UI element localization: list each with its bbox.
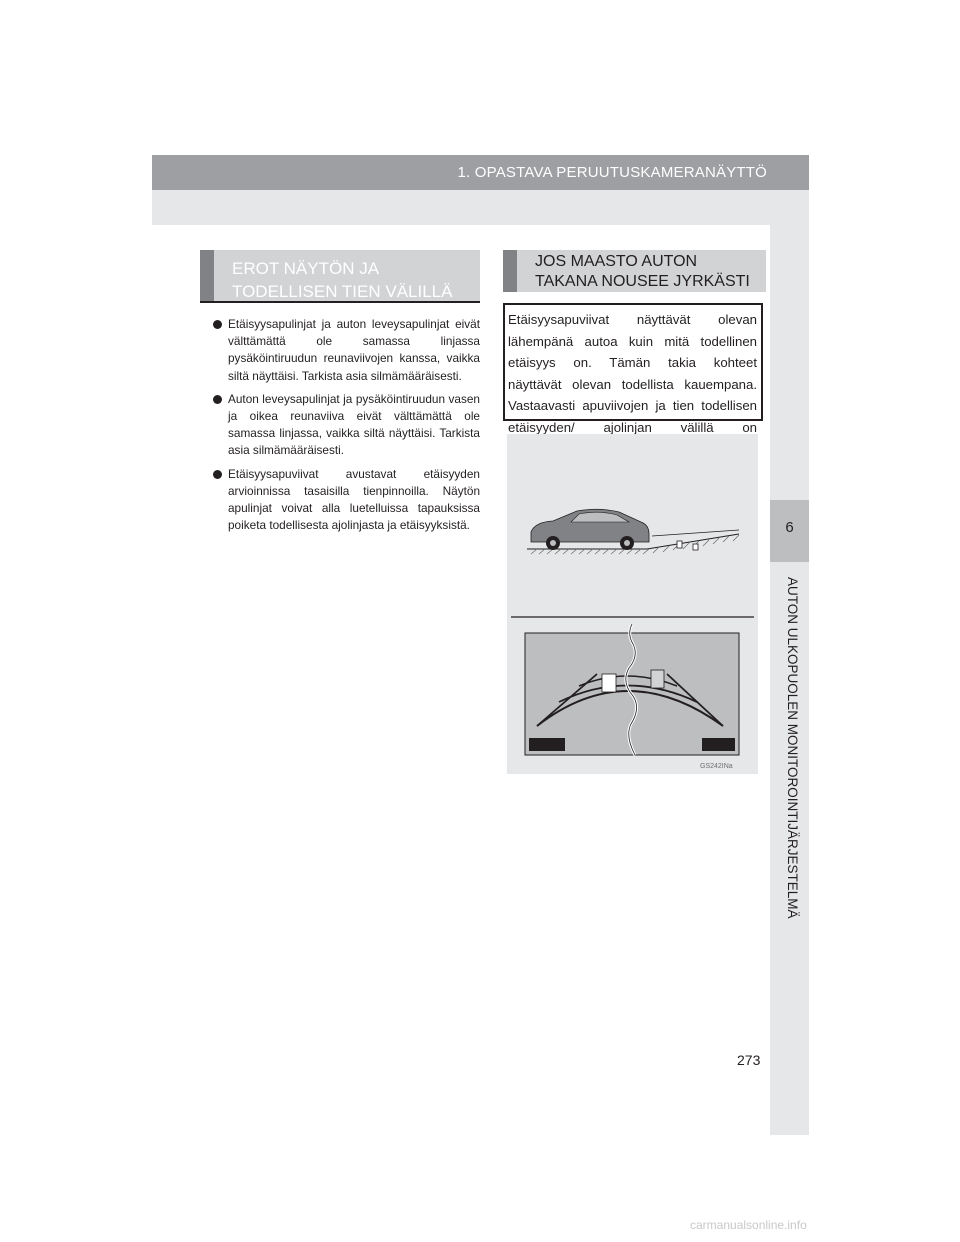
car-on-slope-drawing <box>527 509 739 554</box>
running-header: 1. OPASTAVA PERUUTUSKAMERANÄYTTÖ <box>457 164 767 181</box>
header-bar <box>152 155 809 190</box>
header-subbar <box>152 190 809 225</box>
bullet-item: Auton leveysapulinjat ja pysäköintiruudun vasen ja oikea reunaviiva eivät välttämättä ole samassa linjassa, vaikka siltä näyttäisi. Tarkista asia silmämääräisesti. <box>212 391 480 460</box>
section-title-line: TODELLISEN TIEN VÄLILLÄ <box>232 282 453 301</box>
bullet-item: Etäisyysapuviivat avustavat etäisyyden arvioinnissa tasaisilla tienpinnoilla. Näytön apulinjat voivat alla luetelluissa tapauksissa poiketa todellisesta ajolinjasta ja etäisyyksistä. <box>212 466 480 535</box>
slope-illustration <box>507 434 758 774</box>
section-title-right <box>535 252 750 292</box>
chapter-tab <box>770 500 809 562</box>
page-number: 273 <box>737 1052 761 1068</box>
chapter-number: 6 <box>785 519 794 536</box>
bullet-item: Etäisyysapulinjat ja auton leveysapulinjat eivät välttämättä ole samassa linjassa pysäköintiruudun reunaviivojen kanssa, vaikka siltä näyttäisi. Tarkista asia silmämääräisesti. <box>212 316 480 385</box>
figure-code: GS242INa <box>700 763 733 770</box>
info-box: Etäisyysapuviivat näyttävät olevan lähempänä autoa kuin mitä todellinen etäisyys on. Tämän takia kohteet näyttävät olevan todellista kauempana. Vastaavasti apuviivojen ja tien todellisen etäisyyden/ ajolinjan välillä on <box>503 303 763 421</box>
section-title-line: TAKANA NOUSEE JYRKÄSTI <box>535 273 750 290</box>
section-heading-right <box>503 250 766 292</box>
camera-screen-drawing <box>525 624 739 755</box>
section-title-left <box>232 257 452 303</box>
bullet-list <box>212 316 480 540</box>
heading-stripe <box>200 250 214 301</box>
section-rule-left <box>200 301 480 303</box>
section-title-line: EROT NÄYTÖN JA <box>232 259 380 278</box>
heading-stripe <box>503 250 517 292</box>
section-heading-left <box>200 250 480 301</box>
watermark: carmanualsonline.info <box>690 1218 807 1232</box>
illustration-panel <box>507 434 758 774</box>
chapter-title: AUTON ULKOPUOLEN MONITOROINTIJÄRJESTELMÄ <box>785 577 800 919</box>
section-title-line: JOS MAASTO AUTON <box>535 253 698 270</box>
